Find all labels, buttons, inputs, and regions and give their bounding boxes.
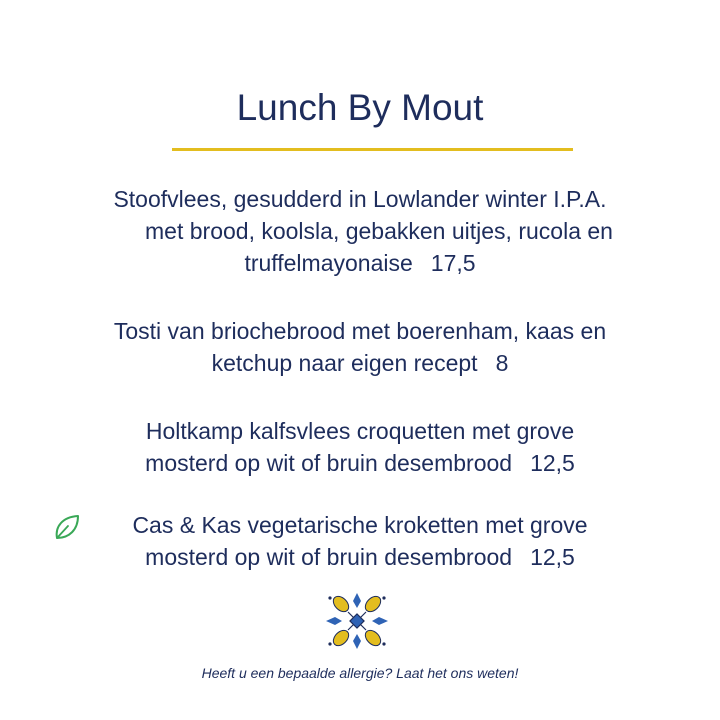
allergy-notice: Heeft u een bepaalde allergie? Laat het ons weten! bbox=[201, 665, 519, 681]
title-underline bbox=[172, 148, 573, 151]
item-line-with-price bbox=[40, 447, 680, 479]
tile-emblem-icon bbox=[322, 590, 392, 652]
item-line: Stoofvlees, gesudderd in Lowlander winter I.P.A. bbox=[113, 186, 607, 212]
item-line-with-price bbox=[40, 347, 680, 379]
item-line: mosterd op wit of bruin desembrood bbox=[145, 544, 513, 570]
item-line-with-price bbox=[40, 247, 680, 279]
item-line: ketchup naar eigen recept bbox=[211, 350, 478, 376]
item-line: Holtkamp kalfsvlees croquetten met grove bbox=[145, 418, 575, 444]
menu-title: Lunch By Mout bbox=[236, 87, 484, 128]
item-price: 8 bbox=[495, 350, 509, 376]
item-line: truffelmayonaise bbox=[244, 250, 413, 276]
item-line: met brood, koolsla, gebakken uitjes, rucola en bbox=[145, 218, 613, 244]
menu-item-kalfsvlees-croquetten bbox=[40, 415, 680, 479]
menu-item-tosti bbox=[40, 315, 680, 379]
item-line: Tosti van briochebrood met boerenham, kaas en bbox=[113, 318, 607, 344]
menu-item-vegetarische-kroketten bbox=[40, 509, 680, 573]
item-line: Cas & Kas vegetarische kroketten met grove bbox=[132, 512, 588, 538]
item-price: 17,5 bbox=[430, 250, 476, 276]
item-price: 12,5 bbox=[530, 544, 575, 570]
item-line-with-price bbox=[40, 541, 680, 573]
menu-item-stoofvlees bbox=[40, 183, 680, 279]
item-line: mosterd op wit of bruin desembrood bbox=[145, 450, 513, 476]
item-price: 12,5 bbox=[530, 450, 575, 476]
